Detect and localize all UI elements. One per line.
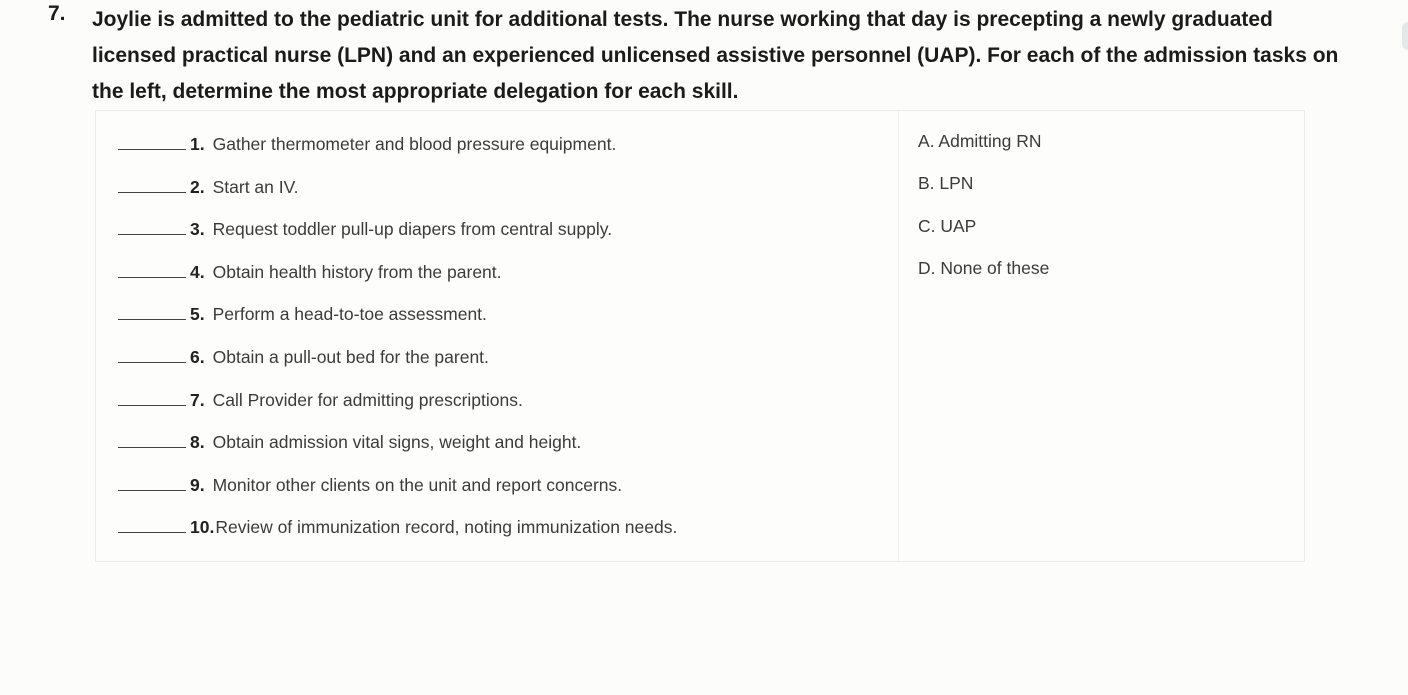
option-item: C. UAP: [918, 215, 977, 236]
answer-blank[interactable]: [118, 389, 186, 406]
task-number: 7.: [190, 389, 205, 410]
task-row: [118, 176, 677, 219]
task-row: [118, 346, 677, 389]
task-number: 8.: [190, 432, 205, 453]
task-row: [118, 133, 677, 176]
option-item: A. Admitting RN: [918, 131, 1042, 151]
column-divider: [898, 111, 899, 561]
task-text: Request toddler pull-up diapers from central supply.: [212, 219, 613, 240]
task-number: 4.: [190, 261, 205, 282]
task-list: [118, 133, 677, 559]
task-row: [118, 389, 677, 432]
task-row: [118, 431, 677, 474]
task-text: Obtain health history from the parent.: [212, 261, 502, 282]
option-list: [918, 131, 1049, 300]
answer-blank[interactable]: [118, 218, 186, 235]
task-text: Review of immunization record, noting immunization needs.: [215, 517, 678, 538]
task-text: Perform a head-to-toe assessment.: [212, 304, 487, 325]
page-edge-mark: [1402, 22, 1408, 50]
answer-blank[interactable]: [118, 474, 186, 491]
task-row: [118, 261, 677, 304]
question-prompt: Joylie is admitted to the pediatric unit for additional tests. The nurse working that day is precepting a newly graduated licensed practical nurse (LPN) and an experienced unlicensed assistive personnel (UAP). For each of the admission tasks on the left, determine the most appropriate delegation for each skill.: [92, 8, 1339, 103]
task-number: 6.: [190, 346, 205, 367]
task-text: Start an IV.: [212, 176, 299, 197]
task-number: 10.: [190, 517, 215, 538]
task-text: Monitor other clients on the unit and report concerns.: [212, 474, 623, 495]
task-text: Gather thermometer and blood pressure equipment.: [212, 134, 617, 154]
answer-blank[interactable]: [118, 303, 186, 320]
task-text: Obtain a pull-out bed for the parent.: [212, 346, 489, 367]
matching-table: [95, 110, 1305, 562]
task-text: Obtain admission vital signs, weight and height.: [212, 432, 582, 453]
answer-blank[interactable]: [118, 176, 186, 193]
task-number: 2.: [190, 176, 205, 197]
option-item: D. None of these: [918, 257, 1050, 278]
answer-blank[interactable]: [118, 133, 186, 150]
task-row: [118, 218, 677, 261]
answer-blank[interactable]: [118, 516, 186, 533]
task-row: [118, 303, 677, 346]
task-row: [118, 516, 677, 559]
task-number: 9.: [190, 474, 205, 495]
answer-blank[interactable]: [118, 431, 186, 448]
answer-blank[interactable]: [118, 346, 186, 363]
task-number: 5.: [190, 304, 205, 325]
task-number: 1.: [190, 134, 205, 154]
task-row: [118, 474, 677, 517]
answer-blank[interactable]: [118, 261, 186, 278]
option-item: B. LPN: [918, 173, 974, 194]
question-number: 7.: [48, 2, 66, 25]
task-number: 3.: [190, 219, 205, 240]
task-text: Call Provider for admitting prescriptions.: [212, 389, 523, 410]
